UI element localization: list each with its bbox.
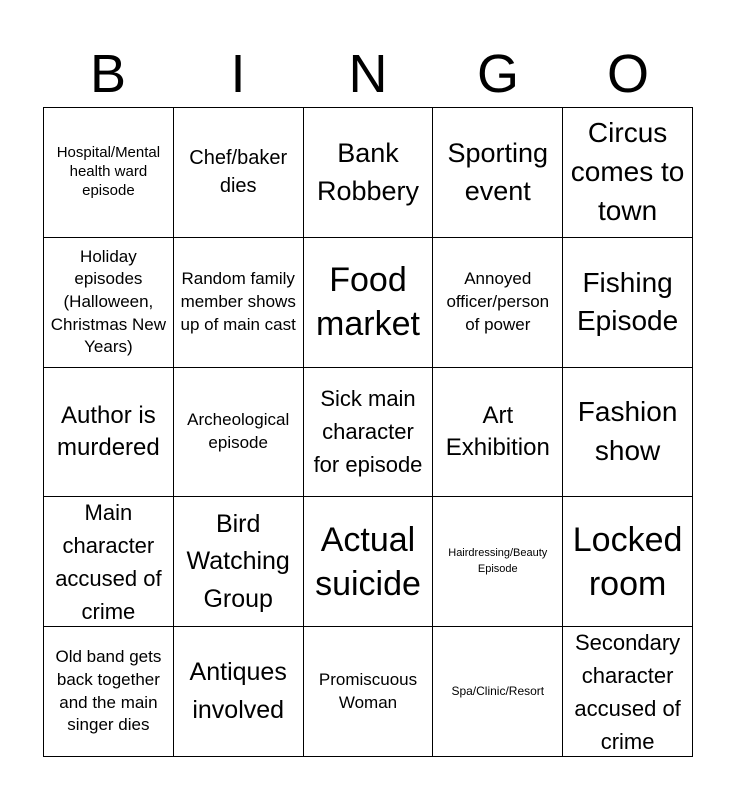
bingo-cell[interactable] [304,108,434,238]
header-letter-n: N [348,44,388,104]
bingo-cell[interactable] [174,627,304,757]
bingo-header [43,40,693,108]
cell-text: Fashion show [577,396,678,466]
bingo-cell[interactable] [304,368,434,498]
bingo-cell[interactable] [174,108,304,238]
cell-text: Spa/Clinic/Resort [451,683,545,698]
cell-text: Old band gets back together and the main singer dies [55,647,162,735]
cell-text: Holiday episodes (Halloween, Christmas New Years) [50,246,167,357]
bingo-cell[interactable] [433,497,563,627]
cell-text: Annoyed officer/person of power [446,269,550,334]
header-letter-g: G [476,44,519,104]
cell-text: Antiques involved [189,658,287,724]
header-letter-b: B [89,44,127,104]
bingo-cell[interactable] [44,497,174,627]
bingo-cell[interactable] [433,108,563,238]
bingo-cell[interactable] [44,368,174,498]
bingo-cell[interactable] [174,497,304,627]
bingo-cell[interactable] [44,108,174,238]
cell-text: Sporting event [447,138,549,207]
cell-text: Art Exhibition [445,401,550,461]
cell-text: Bird Watching Group [186,509,290,613]
bingo-cell[interactable] [174,238,304,368]
cell-text: Hospital/Mental health ward episode [56,144,161,199]
cell-text: Actual suicide [315,520,421,603]
bingo-cell[interactable] [563,238,693,368]
bingo-cell[interactable] [174,368,304,498]
bingo-cell[interactable] [563,627,693,757]
cell-text: Circus comes to town [570,117,685,226]
bingo-cell[interactable] [304,497,434,627]
cell-text: Locked room [572,520,683,603]
cell-text: Sick main character for episode [313,386,423,478]
cell-text: Secondary character accused of crime [574,629,681,754]
bingo-cell[interactable] [563,368,693,498]
bingo-cell[interactable] [433,627,563,757]
cell-text: Fishing Episode [577,266,679,337]
bingo-cell[interactable] [433,238,563,368]
cell-text: Archeological episode [187,410,290,452]
cell-text: Random family member shows up of main cast [180,269,296,334]
bingo-cell[interactable] [44,627,174,757]
bingo-grid [43,107,693,757]
cell-text: Hairdressing/Beauty Episode [448,547,548,575]
bingo-cell[interactable] [563,497,693,627]
cell-text: Chef/baker dies [189,147,288,198]
bingo-cell[interactable] [433,368,563,498]
bingo-cell[interactable] [563,108,693,238]
header-letter-o: O [606,44,649,104]
header-letter-i: I [230,44,246,104]
cell-text: Promiscuous Woman [318,669,418,712]
cell-text: Bank Robbery [316,138,420,207]
cell-text: Main character accused of crime [55,499,162,624]
cell-text: Food market [316,261,420,344]
bingo-cell[interactable] [304,627,434,757]
cell-text: Author is murdered [57,401,160,461]
bingo-cell[interactable] [44,238,174,368]
bingo-cell[interactable] [304,238,434,368]
